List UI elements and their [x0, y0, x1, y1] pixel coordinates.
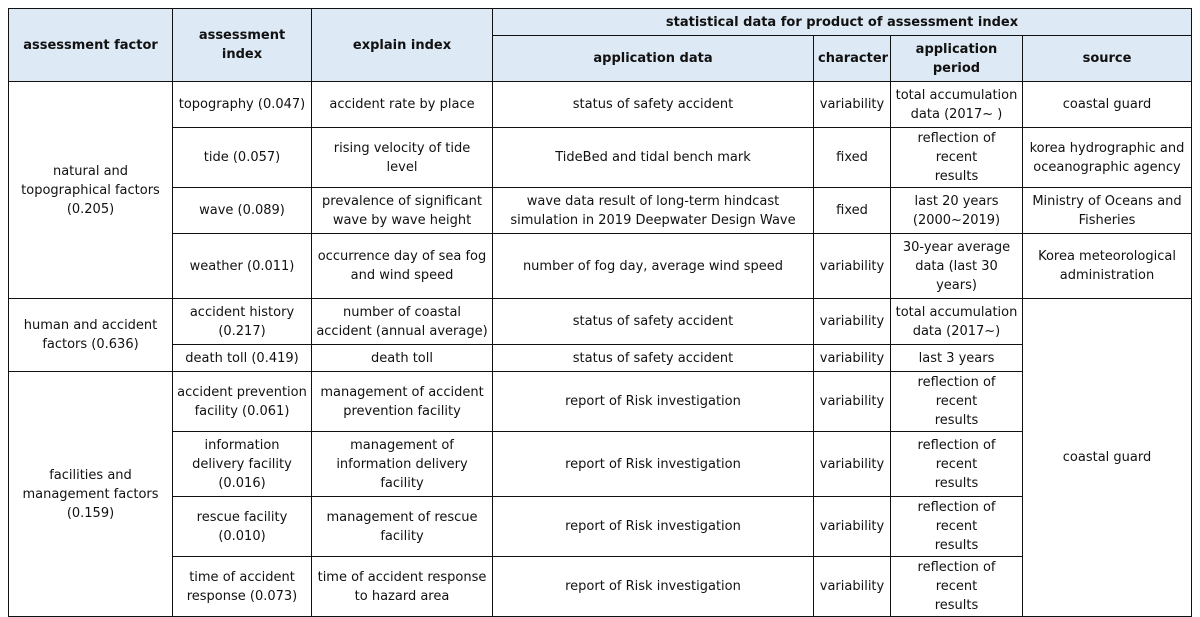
period-cell: reflection of recent results	[891, 372, 1023, 432]
character-cell: variability	[814, 345, 891, 372]
source-cell: coastal guard	[1023, 82, 1192, 128]
factor-cell: human and accident factors (0.636)	[9, 299, 173, 372]
header-explain-index: explain index	[312, 9, 493, 82]
header-statistical-group: statistical data for product of assessment index	[493, 9, 1192, 36]
source-cell: korea hydrographic and oceanographic agency	[1023, 128, 1192, 188]
index-cell: accident history (0.217)	[173, 299, 312, 345]
period-cell: total accumulation data (2017~ )	[891, 82, 1023, 128]
table-row	[9, 497, 1192, 557]
assessment-table	[8, 8, 1192, 617]
character-cell: variability	[814, 82, 891, 128]
factor-cell: natural and topographical factors (0.205)	[9, 82, 173, 299]
table-row	[9, 234, 1192, 299]
table-row	[9, 299, 1192, 345]
explain-cell: death toll	[312, 345, 493, 372]
factor-cell: facilities and management factors (0.159)	[9, 372, 173, 617]
explain-cell: management of rescue facility	[312, 497, 493, 557]
table-row	[9, 345, 1192, 372]
period-cell: last 3 years	[891, 345, 1023, 372]
character-cell: fixed	[814, 128, 891, 188]
index-cell: information delivery facility (0.016)	[173, 432, 312, 497]
character-cell: variability	[814, 234, 891, 299]
application-data-cell: TideBed and tidal bench mark	[493, 128, 814, 188]
character-cell: fixed	[814, 188, 891, 234]
application-data-cell: report of Risk investigation	[493, 432, 814, 497]
header-assessment-index: assessment index	[173, 9, 312, 82]
period-cell: reflection of recent results	[891, 557, 1023, 617]
application-data-cell: report of Risk investigation	[493, 557, 814, 617]
character-cell: variability	[814, 299, 891, 345]
application-data-cell: status of safety accident	[493, 82, 814, 128]
table-row	[9, 432, 1192, 497]
header-assessment-factor: assessment factor	[9, 9, 173, 82]
application-data-cell: report of Risk investigation	[493, 372, 814, 432]
source-cell-merged: coastal guard	[1023, 299, 1192, 617]
application-data-cell: report of Risk investigation	[493, 497, 814, 557]
explain-cell: management of information delivery facility	[312, 432, 493, 497]
application-data-cell: wave data result of long-term hindcast simulation in 2019 Deepwater Design Wave	[493, 188, 814, 234]
explain-cell: rising velocity of tide level	[312, 128, 493, 188]
table-row	[9, 188, 1192, 234]
period-cell: total accumulation data (2017~)	[891, 299, 1023, 345]
application-data-cell: number of fog day, average wind speed	[493, 234, 814, 299]
table-row	[9, 557, 1192, 617]
table-row	[9, 372, 1192, 432]
period-cell: reflection of recent results	[891, 432, 1023, 497]
period-cell: reflection of recent results	[891, 128, 1023, 188]
explain-cell: number of coastal accident (annual average)	[312, 299, 493, 345]
index-cell: accident prevention facility (0.061)	[173, 372, 312, 432]
index-cell: tide (0.057)	[173, 128, 312, 188]
header-character: character	[814, 36, 891, 82]
source-cell: Ministry of Oceans and Fisheries	[1023, 188, 1192, 234]
explain-cell: time of accident response to hazard area	[312, 557, 493, 617]
period-cell: 30-year average data (last 30 years)	[891, 234, 1023, 299]
index-cell: death toll (0.419)	[173, 345, 312, 372]
header-source: source	[1023, 36, 1192, 82]
table-row	[9, 82, 1192, 128]
period-cell: reflection of recent results	[891, 497, 1023, 557]
character-cell: variability	[814, 497, 891, 557]
application-data-cell: status of safety accident	[493, 299, 814, 345]
explain-cell: accident rate by place	[312, 82, 493, 128]
header-application-period: application period	[891, 36, 1023, 82]
index-cell: time of accident response (0.073)	[173, 557, 312, 617]
character-cell: variability	[814, 432, 891, 497]
explain-cell: management of accident prevention facility	[312, 372, 493, 432]
index-cell: rescue facility (0.010)	[173, 497, 312, 557]
table-row	[9, 128, 1192, 188]
header-application-data: application data	[493, 36, 814, 82]
application-data-cell: status of safety accident	[493, 345, 814, 372]
character-cell: variability	[814, 372, 891, 432]
source-cell: Korea meteorological administration	[1023, 234, 1192, 299]
explain-cell: prevalence of significant wave by wave height	[312, 188, 493, 234]
index-cell: topography (0.047)	[173, 82, 312, 128]
index-cell: wave (0.089)	[173, 188, 312, 234]
index-cell: weather (0.011)	[173, 234, 312, 299]
character-cell: variability	[814, 557, 891, 617]
explain-cell: occurrence day of sea fog and wind speed	[312, 234, 493, 299]
period-cell: last 20 years (2000~2019)	[891, 188, 1023, 234]
